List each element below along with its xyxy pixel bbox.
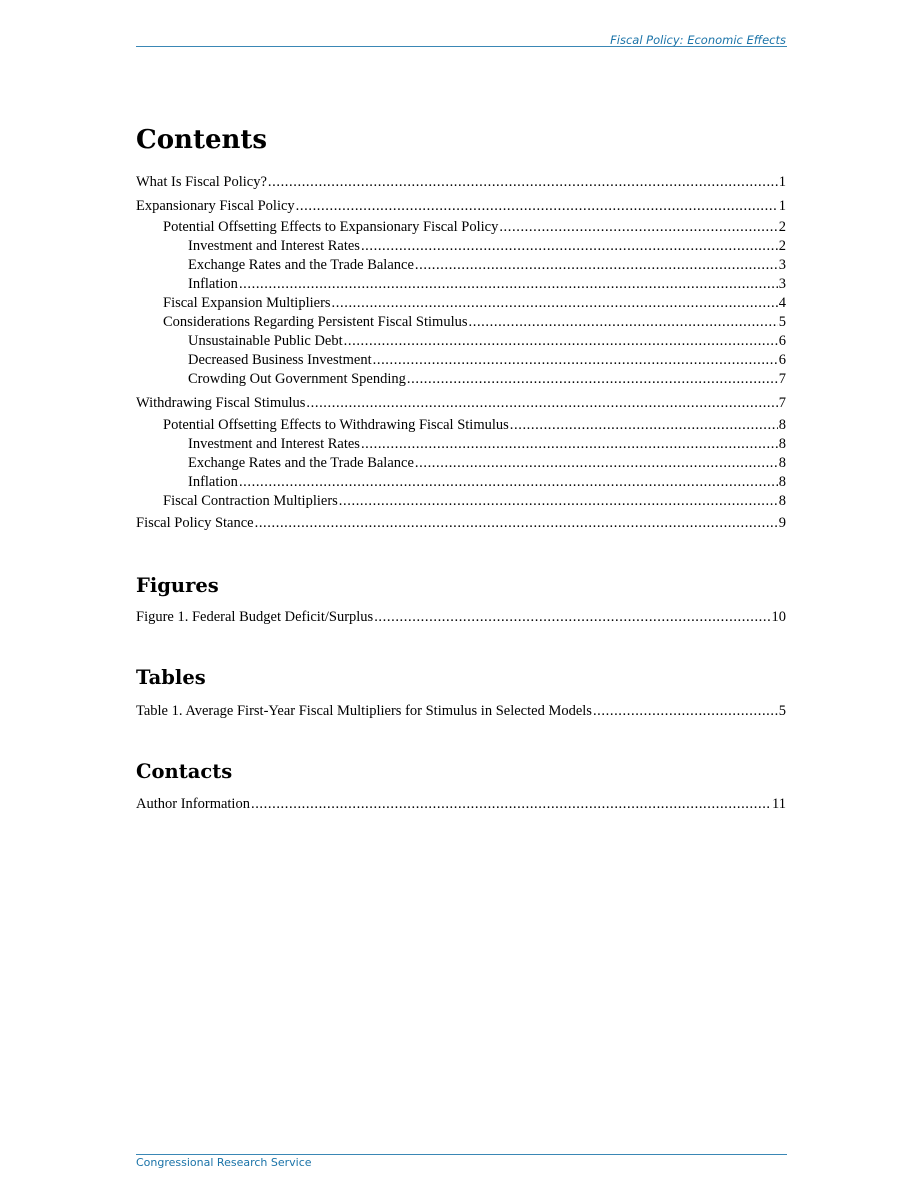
toc-leader-dots	[306, 394, 777, 413]
toc-entry-page: 11	[772, 796, 786, 812]
toc-entry-label: Investment and Interest Rates	[188, 436, 360, 452]
toc-entry[interactable]	[136, 795, 786, 814]
contacts-title: Contacts	[136, 760, 233, 783]
toc-entry-label: Expansionary Fiscal Policy	[136, 198, 295, 214]
toc-entry[interactable]	[136, 237, 786, 256]
toc-entry[interactable]	[136, 351, 786, 370]
toc-entry-page: 8	[778, 455, 786, 471]
toc-entry-label: Potential Offsetting Effects to Withdrawing Fiscal Stimulus	[163, 417, 509, 433]
toc-entry-label: Investment and Interest Rates	[188, 238, 360, 254]
toc-leader-dots	[344, 332, 778, 351]
toc-entry-label: What Is Fiscal Policy?	[136, 174, 267, 190]
toc-entry-label: Potential Offsetting Effects to Expansionary Fiscal Policy	[163, 219, 499, 235]
toc-entry-page: 3	[778, 276, 786, 292]
toc-entry-label: Figure 1. Federal Budget Deficit/Surplus	[136, 609, 374, 625]
toc-entry[interactable]	[136, 608, 786, 627]
toc-entry[interactable]	[136, 332, 786, 351]
toc-entry-label: Author Information	[136, 796, 250, 812]
toc-entry[interactable]	[136, 294, 786, 313]
toc-entry[interactable]	[136, 313, 786, 332]
toc-entry-page: 9	[778, 515, 786, 531]
toc-entry[interactable]	[136, 473, 786, 492]
toc-entry-label: Crowding Out Government Spending	[188, 371, 406, 387]
toc-entry[interactable]	[136, 416, 786, 435]
toc-entry[interactable]	[136, 394, 786, 413]
figures-title: Figures	[136, 574, 219, 597]
toc-leader-dots	[407, 370, 778, 389]
toc-entry-page: 8	[778, 436, 786, 452]
contents-title: Contents	[136, 125, 268, 155]
toc-leader-dots	[374, 608, 770, 627]
toc-leader-dots	[361, 237, 778, 256]
toc-leader-dots	[251, 795, 771, 814]
toc-entry[interactable]	[136, 218, 786, 237]
toc-entry-page: 5	[778, 703, 786, 719]
toc-entry-label: Fiscal Expansion Multipliers	[163, 295, 331, 311]
toc-leader-dots	[415, 454, 778, 473]
toc-leader-dots	[332, 294, 778, 313]
toc-entry-page: 5	[778, 314, 786, 330]
toc-entry-label: Inflation	[188, 474, 238, 490]
toc-entry-label: Unsustainable Public Debt	[188, 333, 343, 349]
toc-entry-label: Decreased Business Investment	[188, 352, 372, 368]
toc-entry-page: 8	[778, 417, 786, 433]
toc-entry-page: 8	[778, 493, 786, 509]
toc-entry-label: Considerations Regarding Persistent Fiscal Stimulus	[163, 314, 468, 330]
toc-leader-dots	[415, 256, 778, 275]
header-rule	[136, 46, 787, 47]
toc-entry-label: Exchange Rates and the Trade Balance	[188, 257, 414, 273]
toc-leader-dots	[373, 351, 778, 370]
toc-entry-label: Fiscal Policy Stance	[136, 515, 254, 531]
toc-entry[interactable]	[136, 173, 786, 192]
toc-entry-page: 1	[778, 174, 786, 190]
toc-entry-label: Exchange Rates and the Trade Balance	[188, 455, 414, 471]
toc-leader-dots	[469, 313, 778, 332]
toc-entry[interactable]	[136, 197, 786, 216]
toc-leader-dots	[255, 514, 778, 533]
toc-entry-page: 10	[771, 609, 786, 625]
toc-leader-dots	[268, 173, 778, 192]
toc-leader-dots	[510, 416, 778, 435]
footer-rule	[136, 1154, 787, 1155]
toc-leader-dots	[499, 218, 777, 237]
toc-entry[interactable]	[136, 275, 786, 294]
toc-entry[interactable]	[136, 492, 786, 511]
toc-entry-page: 8	[778, 474, 786, 490]
toc-entry-page: 6	[778, 352, 786, 368]
toc-entry-page: 3	[778, 257, 786, 273]
toc-entry-page: 7	[778, 395, 786, 411]
toc-entry-page: 2	[778, 238, 786, 254]
toc-leader-dots	[296, 197, 778, 216]
running-header: Fiscal Policy: Economic Effects	[610, 33, 786, 47]
toc-leader-dots	[593, 702, 778, 721]
toc-entry[interactable]	[136, 514, 786, 533]
toc-entry-page: 1	[778, 198, 786, 214]
toc-entry[interactable]	[136, 370, 786, 389]
toc-entry[interactable]	[136, 435, 786, 454]
toc-entry-label: Fiscal Contraction Multipliers	[163, 493, 338, 509]
toc-entry[interactable]	[136, 454, 786, 473]
tables-title: Tables	[136, 666, 206, 689]
toc-entry-page: 2	[778, 219, 786, 235]
toc-entry-page: 6	[778, 333, 786, 349]
toc-entry-page: 7	[778, 371, 786, 387]
toc-entry-label: Inflation	[188, 276, 238, 292]
toc-entry-label: Withdrawing Fiscal Stimulus	[136, 395, 306, 411]
toc-entry[interactable]	[136, 256, 786, 275]
toc-entry[interactable]	[136, 702, 786, 721]
running-footer: Congressional Research Service	[136, 1156, 312, 1169]
toc-leader-dots	[239, 275, 778, 294]
toc-leader-dots	[339, 492, 778, 511]
toc-leader-dots	[361, 435, 778, 454]
toc-entry-label: Table 1. Average First-Year Fiscal Multipliers for Stimulus in Selected Models	[136, 703, 592, 719]
toc-leader-dots	[239, 473, 778, 492]
toc-entry-page: 4	[778, 295, 786, 311]
